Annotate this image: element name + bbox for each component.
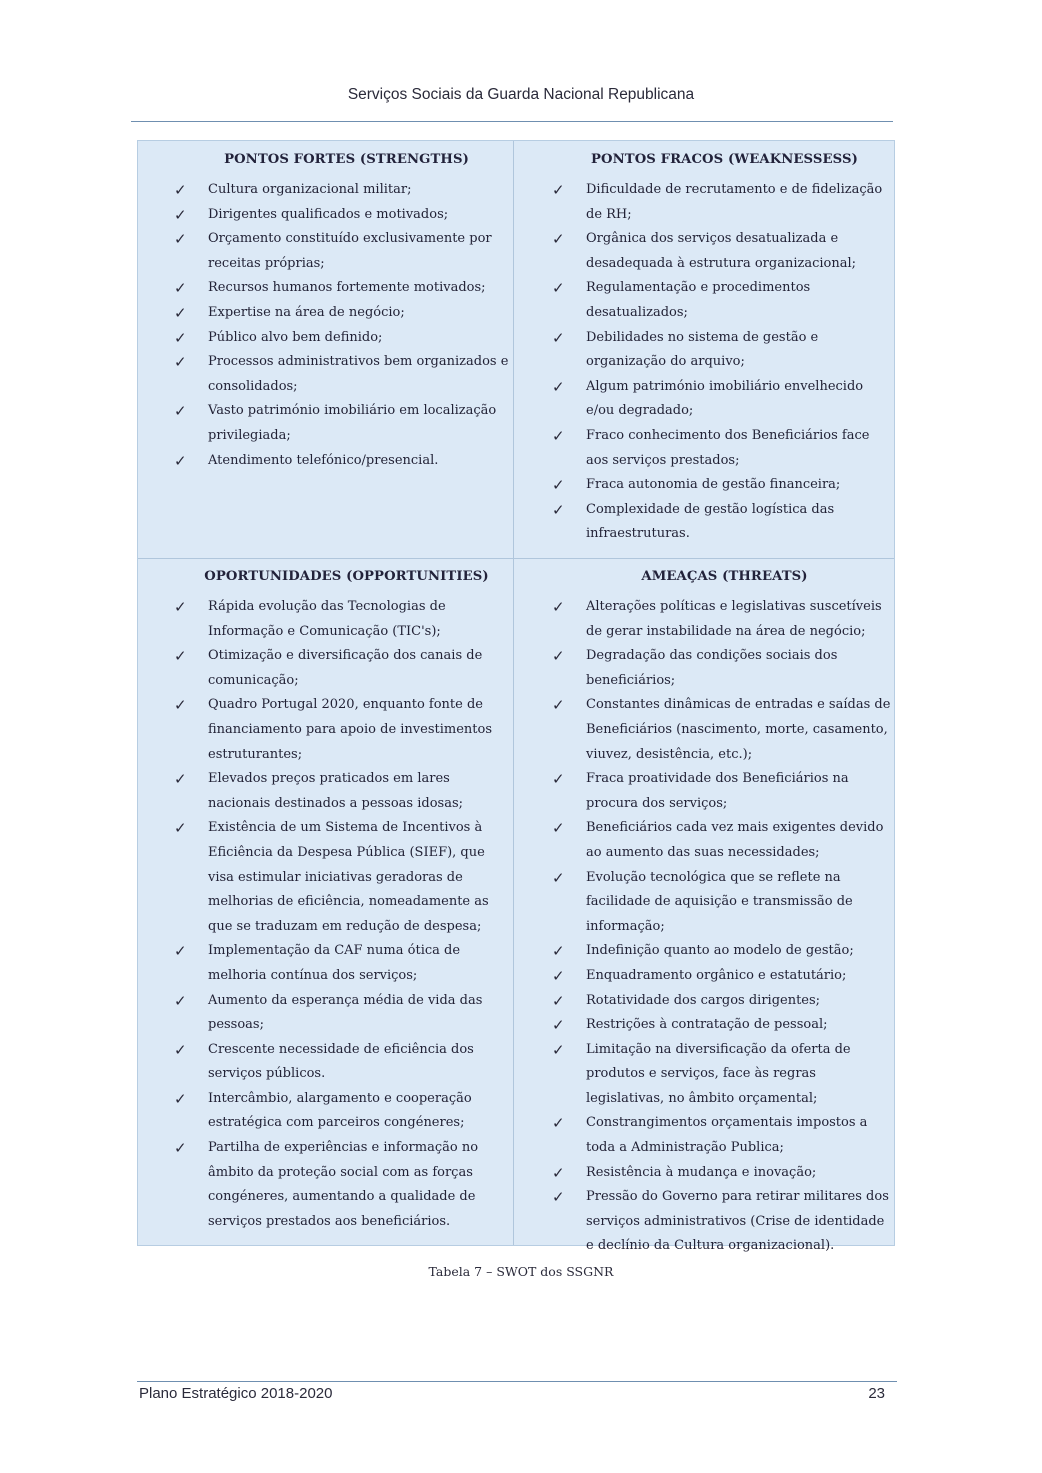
table-caption: Tabela 7 – SWOT dos SSGNR	[428, 1264, 614, 1279]
weaknesses-list	[546, 178, 891, 547]
opportunities-quadrant	[168, 569, 513, 1234]
swot-item-text: Quadro Portugal 2020, enquanto fonte de financiamento para apoio de investimentos estruturantes;	[208, 697, 493, 762]
swot-list-item	[546, 767, 891, 816]
swot-list-item	[546, 1013, 891, 1038]
threats-quadrant	[546, 569, 891, 1259]
checkmark-icon: ✓	[552, 1188, 565, 1207]
swot-item-text: Existência de um Sistema de Incentivos à Eficiência da Despesa Pública (SIEF), que visa estimular iniciativas geradoras de melhorias de eficiência, nomeadamente as que se traduzam em redução de despesa;	[208, 820, 489, 934]
checkmark-icon: ✓	[174, 353, 187, 372]
swot-item-text: Cultura organizacional militar;	[208, 182, 412, 197]
swot-item-text: Resistência à mudança e inovação;	[586, 1164, 817, 1180]
swot-list-item	[168, 989, 513, 1038]
swot-item-text: Beneficiários cada vez mais exigentes devido ao aumento das suas necessidades;	[586, 820, 884, 860]
swot-list-item	[168, 326, 513, 351]
checkmark-icon: ✓	[552, 279, 565, 298]
checkmark-icon: ✓	[552, 647, 565, 666]
checkmark-icon: ✓	[174, 819, 187, 838]
swot-item-text: Alterações políticas e legislativas suscetíveis de gerar instabilidade na área de negócio;	[586, 599, 882, 639]
swot-item-text: Dirigentes qualificados e motivados;	[208, 206, 449, 222]
page-header-title: Serviços Sociais da Guarda Nacional Republicana	[347, 86, 695, 103]
checkmark-icon: ✓	[552, 1040, 565, 1059]
checkmark-icon: ✓	[552, 328, 565, 347]
swot-item-text: Complexidade de gestão logística das infraestruturas.	[586, 501, 835, 542]
checkmark-icon: ✓	[174, 402, 187, 421]
swot-item-text: Partilha de experiências e informação no âmbito da proteção social com as forças congéneres, aumentando a qualidade de serviços prestados aos beneficiários.	[208, 1140, 479, 1229]
checkmark-icon: ✓	[174, 205, 187, 224]
swot-item-text: Intercâmbio, alargamento e cooperação estratégica com parceiros congéneres;	[208, 1090, 472, 1131]
swot-item-text: Crescente necessidade de eficiência dos serviços públicos.	[208, 1041, 474, 1082]
swot-list-item	[546, 644, 891, 693]
swot-item-text: Aumento da esperança média de vida das pessoas;	[208, 992, 483, 1033]
swot-list-item	[546, 939, 891, 964]
swot-list-item	[546, 693, 891, 767]
swot-list-item	[168, 227, 513, 276]
checkmark-icon: ✓	[552, 991, 565, 1010]
swot-item-text: Implementação da CAF numa ótica de melhoria contínua dos serviços;	[208, 943, 461, 983]
swot-item-text: Elevados preços praticados em lares nacionais destinados a pessoas idosas;	[208, 771, 464, 811]
checkmark-icon: ✓	[552, 696, 565, 715]
checkmark-icon: ✓	[174, 1139, 187, 1158]
swot-list-item	[546, 1161, 891, 1186]
swot-item-text: Fraco conhecimento dos Beneficiários face aos serviços prestados;	[586, 427, 870, 468]
swot-list-item	[168, 1087, 513, 1136]
checkmark-icon: ✓	[174, 451, 187, 470]
header-divider	[131, 121, 893, 122]
checkmark-icon: ✓	[552, 1163, 565, 1182]
swot-list-item	[546, 473, 891, 498]
swot-item-text: Evolução tecnológica que se reflete na facilidade de aquisição e transmissão de informação;	[586, 869, 853, 934]
swot-list-item	[168, 767, 513, 816]
swot-list-item	[168, 1038, 513, 1087]
checkmark-icon: ✓	[174, 303, 187, 322]
swot-item-text: Degradação das condições sociais dos beneficiários;	[586, 648, 838, 688]
swot-list-item	[546, 866, 891, 940]
swot-vertical-divider	[513, 141, 514, 1245]
swot-list-item	[168, 399, 513, 448]
swot-item-text: Constantes dinâmicas de entradas e saídas de Beneficiários (nascimento, morte, casamento, viuvez, desistência, etc.);	[586, 697, 891, 762]
checkmark-icon: ✓	[552, 819, 565, 838]
swot-item-text: Debilidades no sistema de gestão e organização do arquivo;	[586, 329, 819, 370]
swot-item-text: Dificuldade de recrutamento e de fidelização de RH;	[586, 182, 883, 222]
strengths-list	[168, 178, 513, 473]
checkmark-icon: ✓	[174, 647, 187, 666]
swot-item-text: Orgânica dos serviços desatualizada e desadequada à estrutura organizacional;	[586, 231, 857, 271]
checkmark-icon: ✓	[552, 230, 565, 249]
swot-table	[137, 140, 895, 1254]
swot-list-item	[546, 178, 891, 227]
swot-item-text: Orçamento constituído exclusivamente por receitas próprias;	[208, 231, 492, 271]
swot-item-text: Expertise na área de negócio;	[208, 304, 405, 320]
checkmark-icon: ✓	[174, 770, 187, 789]
strengths-quadrant	[168, 152, 513, 473]
swot-list-item	[168, 276, 513, 301]
checkmark-icon: ✓	[552, 1114, 565, 1133]
checkmark-icon: ✓	[552, 966, 565, 985]
checkmark-icon: ✓	[552, 181, 565, 199]
swot-item-text: Limitação na diversificação da oferta de produtos e serviços, face às regras legislativas, no âmbito orçamental;	[586, 1041, 851, 1106]
checkmark-icon: ✓	[174, 1089, 187, 1108]
swot-list-item	[168, 301, 513, 326]
swot-item-text: Indefinição quanto ao modelo de gestão;	[586, 943, 854, 959]
swot-list-item	[168, 595, 513, 644]
swot-item-text: Fraca autonomia de gestão financeira;	[586, 477, 841, 493]
page-number: 23	[868, 1385, 885, 1402]
swot-list-item	[546, 326, 891, 375]
checkmark-icon: ✓	[174, 991, 187, 1010]
threats-list	[546, 595, 891, 1259]
swot-item-text: Processos administrativos bem organizados e consolidados;	[208, 354, 509, 394]
swot-list-item	[168, 644, 513, 693]
swot-item-text: Rotatividade dos cargos dirigentes;	[586, 992, 821, 1008]
checkmark-icon: ✓	[552, 426, 565, 445]
checkmark-icon: ✓	[552, 598, 565, 616]
checkmark-icon: ✓	[174, 942, 187, 961]
swot-item-text: Recursos humanos fortemente motivados;	[208, 280, 486, 296]
swot-list-item	[546, 424, 891, 473]
swot-list-item	[546, 498, 891, 547]
checkmark-icon: ✓	[552, 377, 565, 396]
checkmark-icon: ✓	[174, 279, 187, 298]
checkmark-icon: ✓	[552, 476, 565, 495]
swot-item-text: Algum património imobiliário envelhecido e/ou degradado;	[586, 378, 864, 419]
swot-item-text: Fraca proatividade dos Beneficiários na procura dos serviços;	[586, 771, 849, 811]
swot-list-item	[168, 203, 513, 228]
swot-list-item	[168, 939, 513, 988]
swot-item-text: Público alvo bem definido;	[208, 329, 383, 345]
swot-list-item	[546, 375, 891, 424]
swot-item-text: Enquadramento orgânico e estatutário;	[586, 967, 847, 983]
swot-list-item	[546, 1185, 891, 1259]
checkmark-icon: ✓	[552, 868, 565, 887]
footer-divider	[137, 1381, 897, 1382]
swot-list-item	[168, 816, 513, 939]
checkmark-icon: ✓	[552, 1016, 565, 1035]
swot-item-text: Vasto património imobiliário em localização privilegiada;	[208, 403, 497, 443]
swot-list-item	[546, 595, 891, 644]
swot-list-item	[168, 693, 513, 767]
opportunities-heading: OPORTUNIDADES (OPPORTUNITIES)	[204, 569, 489, 584]
checkmark-icon: ✓	[552, 942, 565, 961]
swot-list-item	[168, 449, 513, 474]
checkmark-icon: ✓	[552, 500, 565, 519]
swot-list-item	[168, 1136, 513, 1234]
weaknesses-quadrant	[546, 152, 891, 547]
swot-list-item	[546, 1111, 891, 1160]
swot-list-item	[546, 1038, 891, 1112]
weaknesses-heading: PONTOS FRACOS (WEAKNESSESS)	[591, 152, 858, 167]
checkmark-icon: ✓	[174, 328, 187, 347]
swot-item-text: Pressão do Governo para retirar militares dos serviços administrativos (Crise de identidade e declínio da Cultura organizacional).	[586, 1189, 889, 1254]
opportunities-list	[168, 595, 513, 1234]
threats-heading: AMEAÇAS (THREATS)	[641, 569, 808, 584]
swot-item-text: Restrições à contratação de pessoal;	[586, 1017, 828, 1033]
checkmark-icon: ✓	[174, 181, 187, 199]
checkmark-icon: ✓	[174, 1040, 187, 1059]
swot-item-text: Regulamentação e procedimentos desatualizados;	[586, 280, 811, 320]
swot-horizontal-divider	[138, 558, 894, 559]
checkmark-icon: ✓	[174, 598, 187, 616]
swot-list-item	[546, 276, 891, 325]
checkmark-icon: ✓	[174, 696, 187, 715]
swot-list-item	[168, 350, 513, 399]
checkmark-icon: ✓	[174, 230, 187, 249]
swot-list-item	[168, 178, 513, 203]
swot-list-item	[546, 964, 891, 989]
swot-item-text: Constrangimentos orçamentais impostos a toda a Administração Publica;	[586, 1115, 868, 1156]
swot-list-item	[546, 816, 891, 865]
swot-item-text: Atendimento telefónico/presencial.	[208, 452, 439, 468]
swot-list-item	[546, 227, 891, 276]
swot-item-text: Otimização e diversificação dos canais de comunicação;	[208, 648, 483, 688]
strengths-heading: PONTOS FORTES (STRENGTHS)	[224, 152, 469, 167]
checkmark-icon: ✓	[552, 770, 565, 789]
swot-item-text: Rápida evolução das Tecnologias de Informação e Comunicação (TIC's);	[208, 599, 446, 639]
swot-list-item	[546, 989, 891, 1014]
footer-document-title: Plano Estratégico 2018-2020	[139, 1385, 333, 1402]
